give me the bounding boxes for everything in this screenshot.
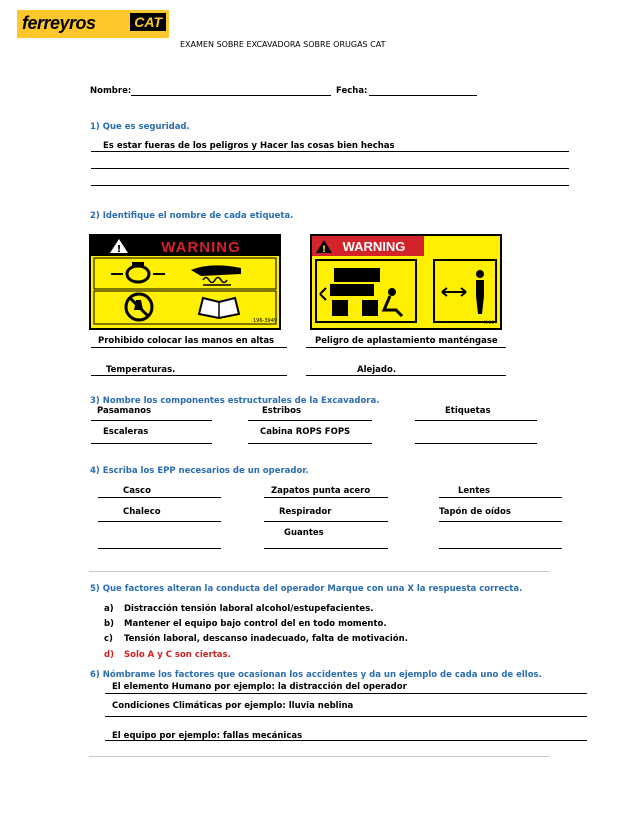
- q2-answer-3: Temperaturas.: [106, 365, 176, 375]
- ferreyros-cat-logo: [17, 10, 169, 38]
- warning-label-crush: [310, 234, 502, 330]
- q6-answer-1: El elemento Humano por ejemplo: la distracción del operador: [112, 682, 407, 692]
- question-1: 1) Que es seguridad.: [90, 122, 190, 132]
- question-6: 6) Nómbrame los factores que ocasionan los accidentes y da un ejemplo de cada uno de ellos.: [90, 670, 542, 680]
- q5-option-d-text: Solo A y C son ciertas.: [124, 650, 231, 660]
- q4-line-8[interactable]: [264, 548, 388, 549]
- q4-answer-2: Zapatos punta acero: [271, 486, 371, 496]
- question-5: 5) Que factores alteran la conducta del operador Marque con una X la respuesta correcta.: [90, 584, 523, 594]
- document-title: EXAMEN SOBRE EXCAVADORA SOBRE ORUGAS CAT: [180, 40, 386, 49]
- q3-answer-2: Estribos: [262, 406, 302, 416]
- q4-line-2[interactable]: [264, 497, 388, 498]
- q6-line-3[interactable]: [105, 740, 587, 741]
- q3-line-4[interactable]: [91, 443, 212, 444]
- q2-answer-line-3[interactable]: [91, 375, 287, 376]
- q4-answer-5: Respirador: [279, 507, 332, 517]
- q2-answer-1: Prohibido colocar las manos en altas: [98, 336, 275, 346]
- svg-text:!: !: [321, 245, 327, 255]
- label-code-1: 196-3949: [253, 318, 278, 324]
- warning-label-hands: [89, 234, 281, 330]
- q2-answer-4: Alejado.: [357, 365, 397, 375]
- q2-answer-line-2[interactable]: [306, 347, 506, 348]
- q3-answer-5: Cabina ROPS FOPS: [260, 427, 351, 437]
- q5-option-c-text: Tensión laboral, descanso inadecuado, falta de motivación.: [124, 634, 408, 644]
- q2-answer-line-1[interactable]: [91, 347, 287, 348]
- section-divider-2: [89, 756, 550, 757]
- svg-text:!: !: [116, 244, 122, 255]
- question-2: 2) Identifique el nombre de cada etiqueta.: [90, 211, 294, 221]
- q5-option-a-letter[interactable]: a): [104, 604, 114, 614]
- q1-answer: Es estar fueras de los peligros y Hacer las cosas bien hechas: [103, 141, 395, 151]
- q4-answer-6: Tapón de oídos: [439, 507, 511, 517]
- q4-line-5[interactable]: [264, 521, 388, 522]
- q1-answer-line-2[interactable]: [91, 168, 569, 169]
- q2-answer-line-4[interactable]: [306, 375, 506, 376]
- question-4: 4) Escriba los EPP necesarios de un operador.: [90, 466, 309, 476]
- logo-brand: ferreyros: [22, 13, 96, 33]
- q4-line-4[interactable]: [98, 521, 221, 522]
- q3-answer-3: Etiquetas: [445, 406, 491, 416]
- name-label: Nombre:: [90, 86, 132, 96]
- q5-option-a-text: Distracción tensión laboral alcohol/estupefacientes.: [124, 604, 374, 614]
- q6-answer-3: El equipo por ejemplo: fallas mecánicas: [112, 731, 303, 741]
- date-field-line[interactable]: [369, 95, 477, 96]
- q6-line-2[interactable]: [105, 716, 587, 717]
- question-3: 3) Nombre los componentes estructurales de la Excavadora.: [90, 396, 380, 406]
- q4-answer-7: Guantes: [284, 528, 324, 538]
- q3-line-6[interactable]: [415, 443, 537, 444]
- q4-line-3[interactable]: [439, 497, 562, 498]
- q5-option-c-letter[interactable]: c): [104, 634, 113, 644]
- q3-line-1[interactable]: [91, 420, 212, 421]
- q5-option-d-letter[interactable]: d): [104, 650, 114, 660]
- label-code-2: M-06: [484, 320, 494, 325]
- q4-line-7[interactable]: [98, 548, 221, 549]
- q5-option-b-text: Mantener el equipo bajo control del en todo momento.: [124, 619, 387, 629]
- logo-cat: CAT: [130, 13, 166, 31]
- date-label: Fecha:: [336, 86, 368, 96]
- warning-banner-1: WARNING: [161, 239, 241, 256]
- q6-answer-2: Condiciones Climáticas por ejemplo: lluvia neblina: [112, 701, 354, 711]
- q3-line-2[interactable]: [248, 420, 372, 421]
- q4-line-9[interactable]: [439, 548, 562, 549]
- q3-answer-1: Pasamanos: [97, 406, 152, 416]
- q4-answer-1: Casco: [123, 486, 151, 496]
- q4-answer-3: Lentes: [458, 486, 491, 496]
- warning-banner-2: WARNING: [342, 239, 406, 254]
- q2-answer-2: Peligro de aplastamiento manténgase: [315, 336, 498, 346]
- section-divider-1: [89, 571, 550, 572]
- q1-answer-line-1[interactable]: [91, 151, 569, 152]
- q5-option-b-letter[interactable]: b): [104, 619, 114, 629]
- q4-answer-4: Chaleco: [123, 507, 161, 517]
- name-field-line[interactable]: [131, 95, 331, 96]
- q4-line-6[interactable]: [439, 521, 562, 522]
- q3-answer-4: Escaleras: [103, 427, 149, 437]
- q4-line-1[interactable]: [98, 497, 221, 498]
- q3-line-3[interactable]: [415, 420, 537, 421]
- q3-line-5[interactable]: [248, 443, 372, 444]
- q6-line-1[interactable]: [105, 693, 587, 694]
- q1-answer-line-3[interactable]: [91, 185, 569, 186]
